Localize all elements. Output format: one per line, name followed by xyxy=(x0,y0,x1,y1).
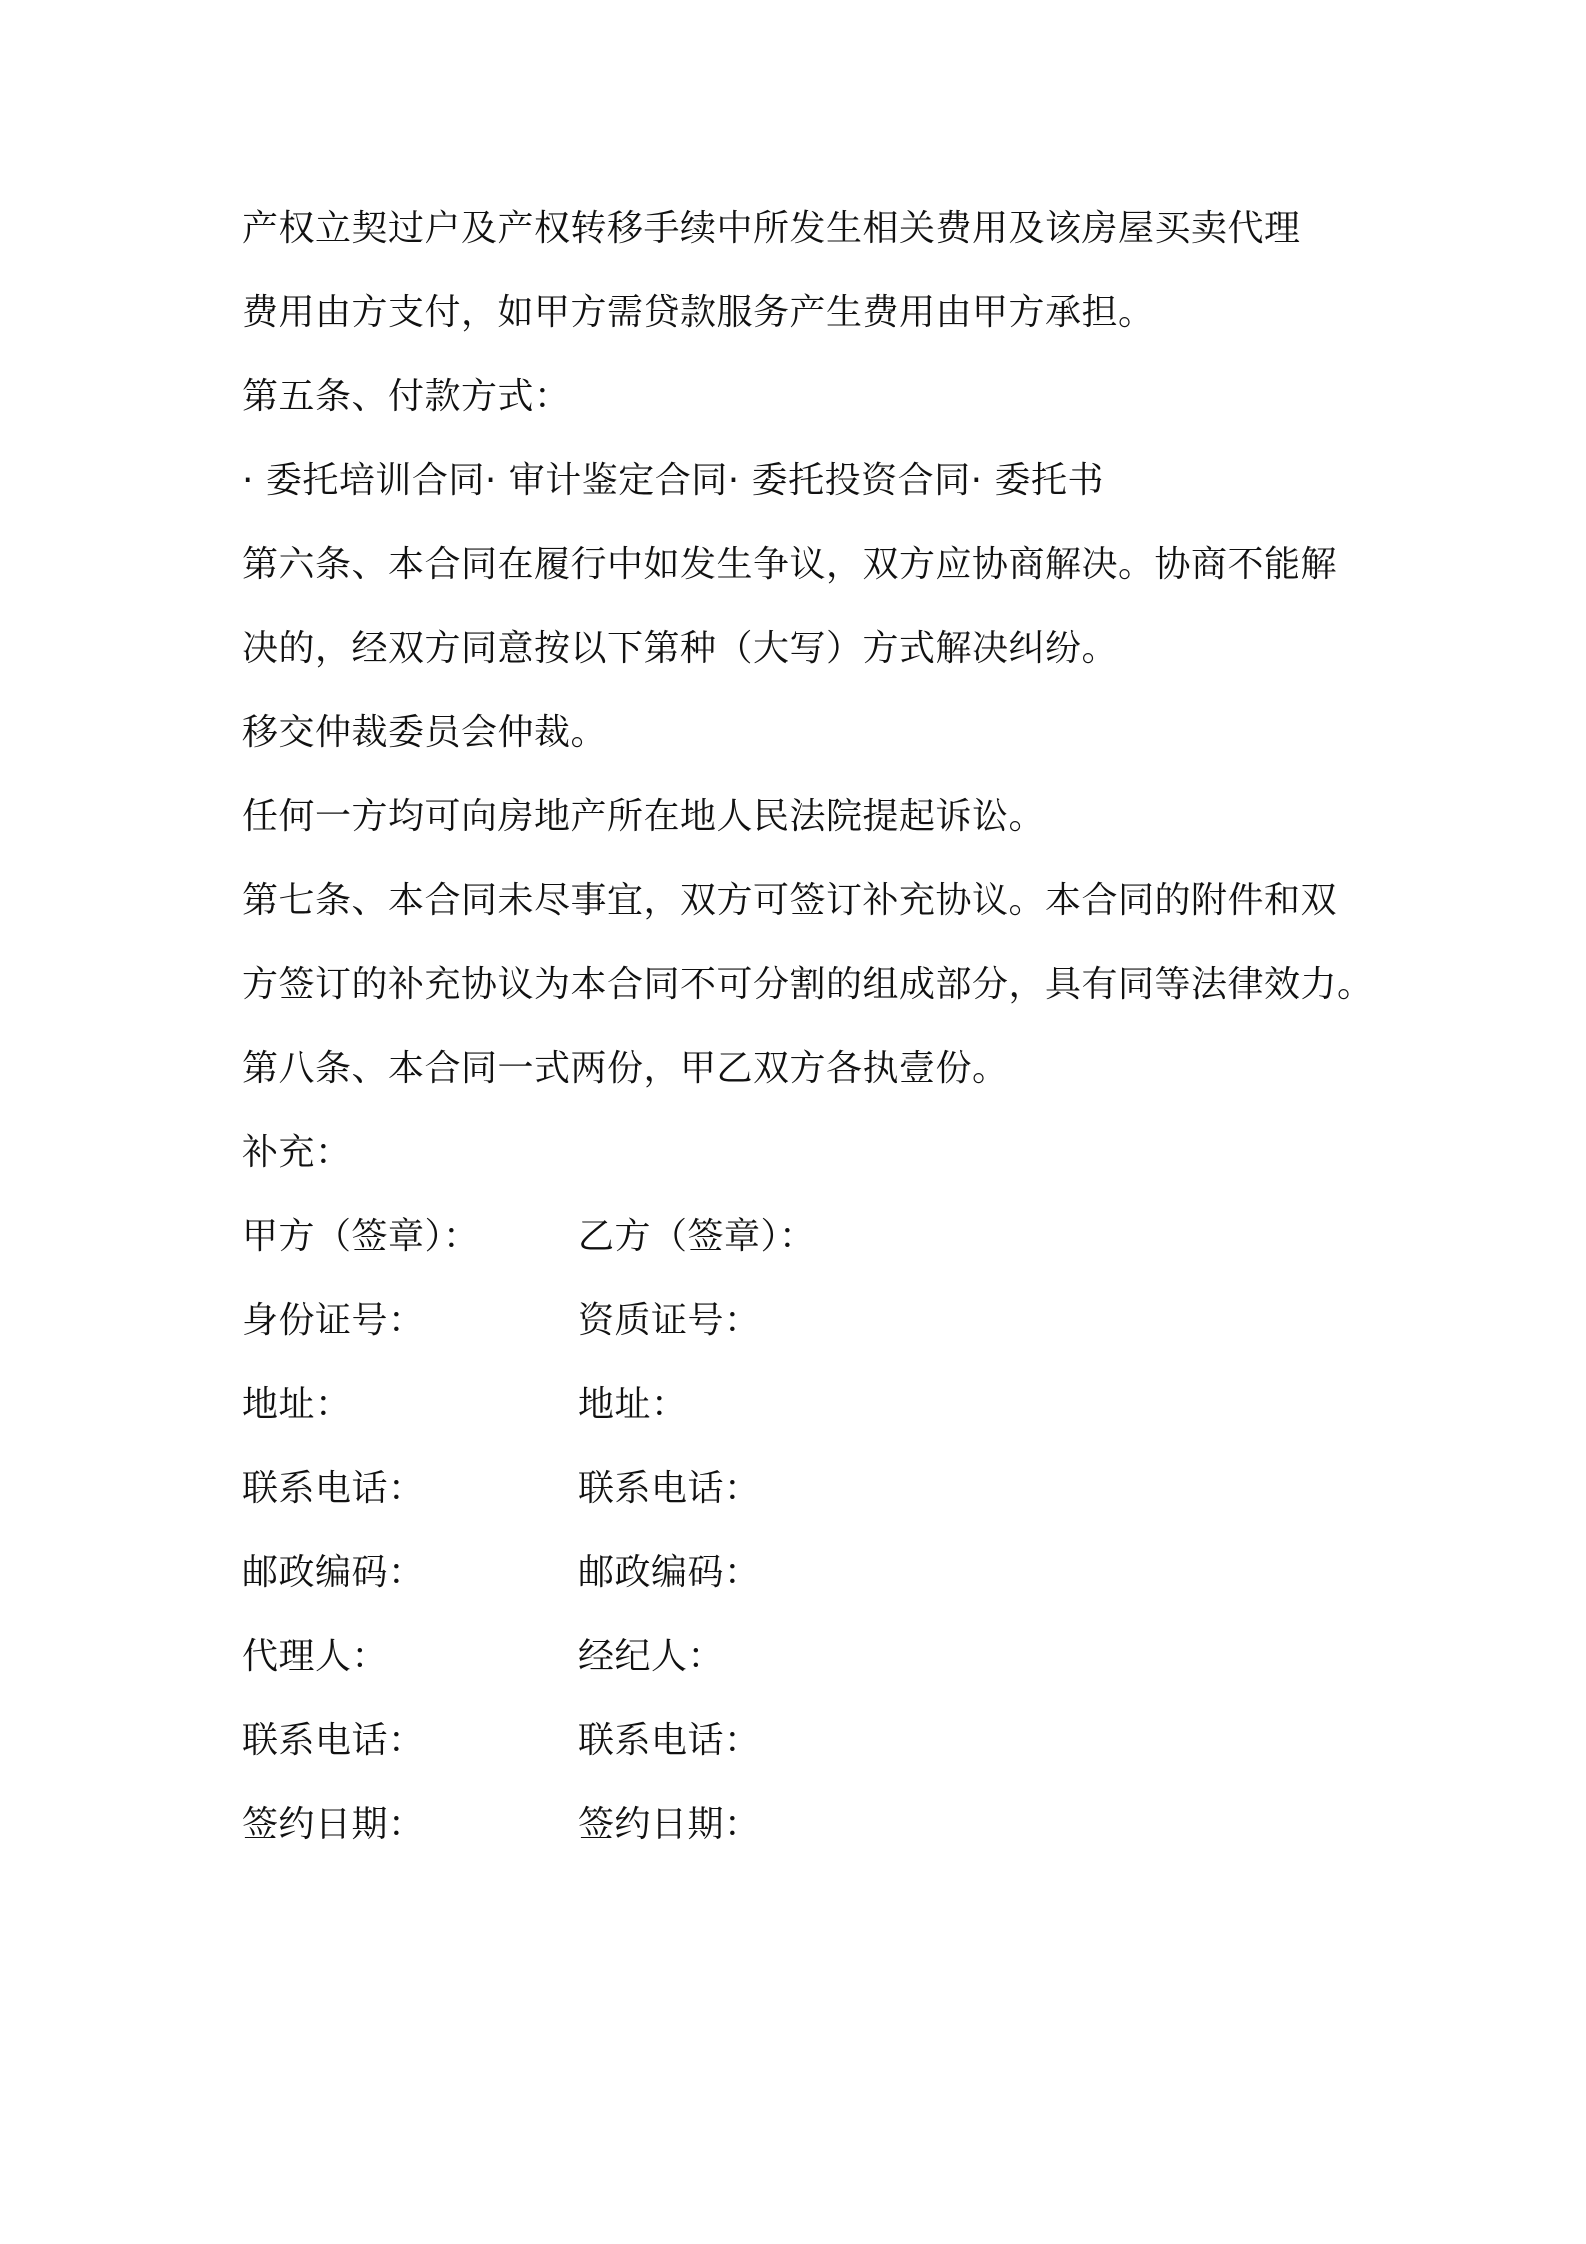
party-b-broker-label: 经纪人： xyxy=(578,1636,725,1677)
paragraph-line: 方签订的补充协议为本合同不可分割的组成部分，具有同等法律效力。 xyxy=(242,964,1374,1005)
party-b-license-label: 资质证号： xyxy=(578,1300,761,1341)
paragraph-line: 决的，经双方同意按以下第种（大写）方式解决纠纷。 xyxy=(242,628,1119,669)
party-a-date-label: 签约日期： xyxy=(242,1804,425,1845)
party-a-seal-label: 甲方（签章）： xyxy=(242,1216,480,1257)
party-b-seal-label: 乙方（签章）： xyxy=(578,1216,816,1257)
party-a-phone-label: 联系电话： xyxy=(242,1468,425,1509)
party-a-postcode-label: 邮政编码： xyxy=(242,1552,425,1593)
paragraph-line: 产权立契过户及产权转移手续中所发生相关费用及该房屋买卖代理 xyxy=(242,208,1301,249)
article-7-line: 第七条、本合同未尽事宜，双方可签订补充协议。本合同的附件和双 xyxy=(242,880,1338,921)
article-6-line: 第六条、本合同在履行中如发生争议，双方应协商解决。协商不能解 xyxy=(242,544,1338,585)
party-a-agent-phone-label: 联系电话： xyxy=(242,1720,425,1761)
party-b-broker-phone-label: 联系电话： xyxy=(578,1720,761,1761)
party-a-id-label: 身份证号： xyxy=(242,1300,425,1341)
article-5-heading: 第五条、付款方式： xyxy=(242,376,571,417)
party-a-agent-label: 代理人： xyxy=(242,1636,389,1677)
party-a-address-label: 地址： xyxy=(242,1384,352,1425)
party-b-date-label: 签约日期： xyxy=(578,1804,761,1845)
party-b-address-label: 地址： xyxy=(578,1384,688,1425)
party-b-phone-label: 联系电话： xyxy=(578,1468,761,1509)
paragraph-line: 费用由方支付，如甲方需贷款服务产生费用由甲方承担。 xyxy=(242,292,1155,333)
party-b-postcode-label: 邮政编码： xyxy=(578,1552,761,1593)
option-litigation: 任何一方均可向房地产所在地人民法院提起诉讼。 xyxy=(242,796,1046,837)
option-arbitration: 移交仲裁委员会仲裁。 xyxy=(242,712,608,753)
supplement-label: 补充： xyxy=(242,1132,352,1173)
article-8-line: 第八条、本合同一式两份，甲乙双方各执壹份。 xyxy=(242,1048,1009,1089)
related-documents-line: · 委托培训合同· 审计鉴定合同· 委托投资合同· 委托书 xyxy=(242,460,1105,501)
